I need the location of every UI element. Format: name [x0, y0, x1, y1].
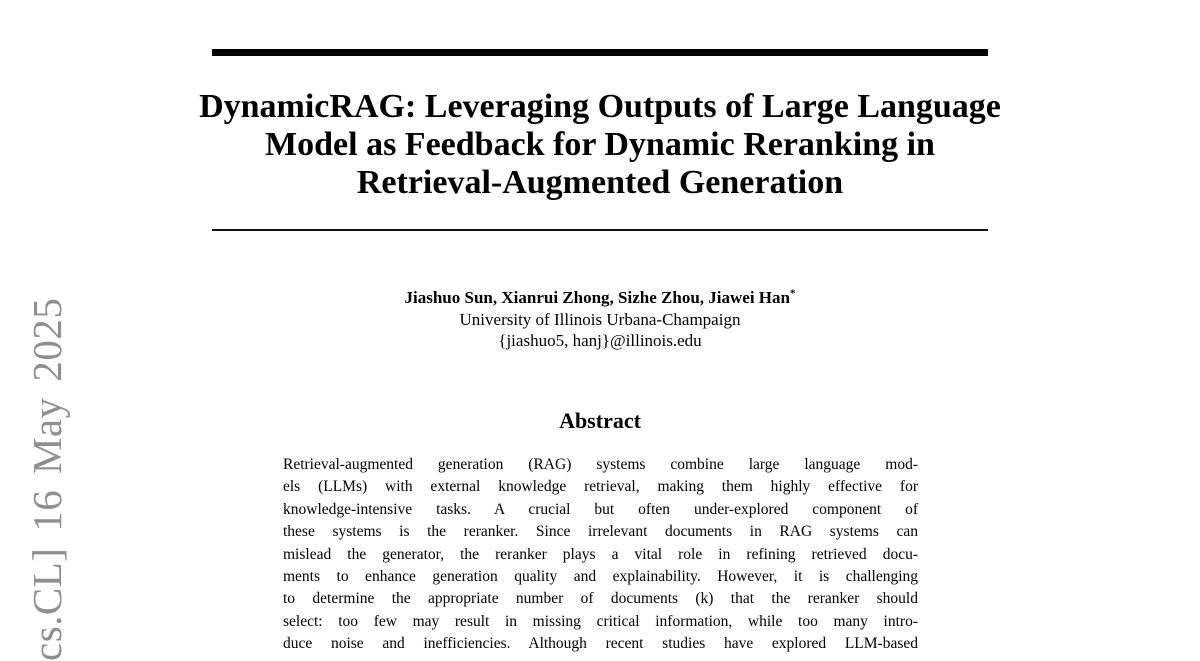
- abstract-line: ments to enhance generation quality and explainability. However, it is challenging: [283, 568, 918, 586]
- abstract-line: to determine the appropriate number of documents (k) that the reranker should: [283, 590, 918, 608]
- paper-title-line: DynamicRAG: Leveraging Outputs of Large Language: [199, 88, 1001, 125]
- abstract-line: duce noise and inefficiencies. Although recent studies have explored LLM-based: [283, 635, 918, 653]
- paper-title-line: Model as Feedback for Dynamic Reranking in: [265, 126, 935, 163]
- abstract-line: these systems is the reranker. Since irrelevant documents in RAG systems can: [283, 523, 918, 541]
- abstract-line: knowledge-intensive tasks. A crucial but often under-explored component of: [283, 500, 918, 518]
- affiliation: University of Illinois Urbana-Champaign: [459, 309, 741, 329]
- paper-title-line: Retrieval-Augmented Generation: [356, 164, 844, 201]
- paper-title: [0, 88, 1200, 202]
- title-rule-top: [212, 49, 988, 56]
- abstract-heading: Abstract: [559, 408, 641, 433]
- abstract-line: select: too few may result in missing critical information, while too many intro-: [283, 612, 918, 630]
- title-rule-bottom: [212, 229, 988, 231]
- author-footnote-mark: *: [789, 287, 796, 300]
- abstract-line: Retrieval-augmented generation (RAG) systems combine large language mod-: [283, 456, 918, 473]
- abstract-line: els (LLMs) with external knowledge retrieval, making them highly effective for: [283, 478, 918, 496]
- author-names-text: Jiashuo Sun, Xianrui Zhong, Sizhe Zhou, Jiawei Han: [404, 288, 790, 307]
- author-block: [0, 287, 1200, 352]
- contact-email: {jiashuo5, hanj}@illinois.edu: [498, 331, 702, 350]
- abstract-line: mislead the generator, the reranker plays a vital role in refining retrieved docu-: [283, 545, 918, 563]
- arxiv-sidebar-stamp: cs.CL] 16 May 2025: [24, 297, 70, 661]
- abstract-text: [283, 454, 918, 656]
- author-names: [0, 287, 1200, 309]
